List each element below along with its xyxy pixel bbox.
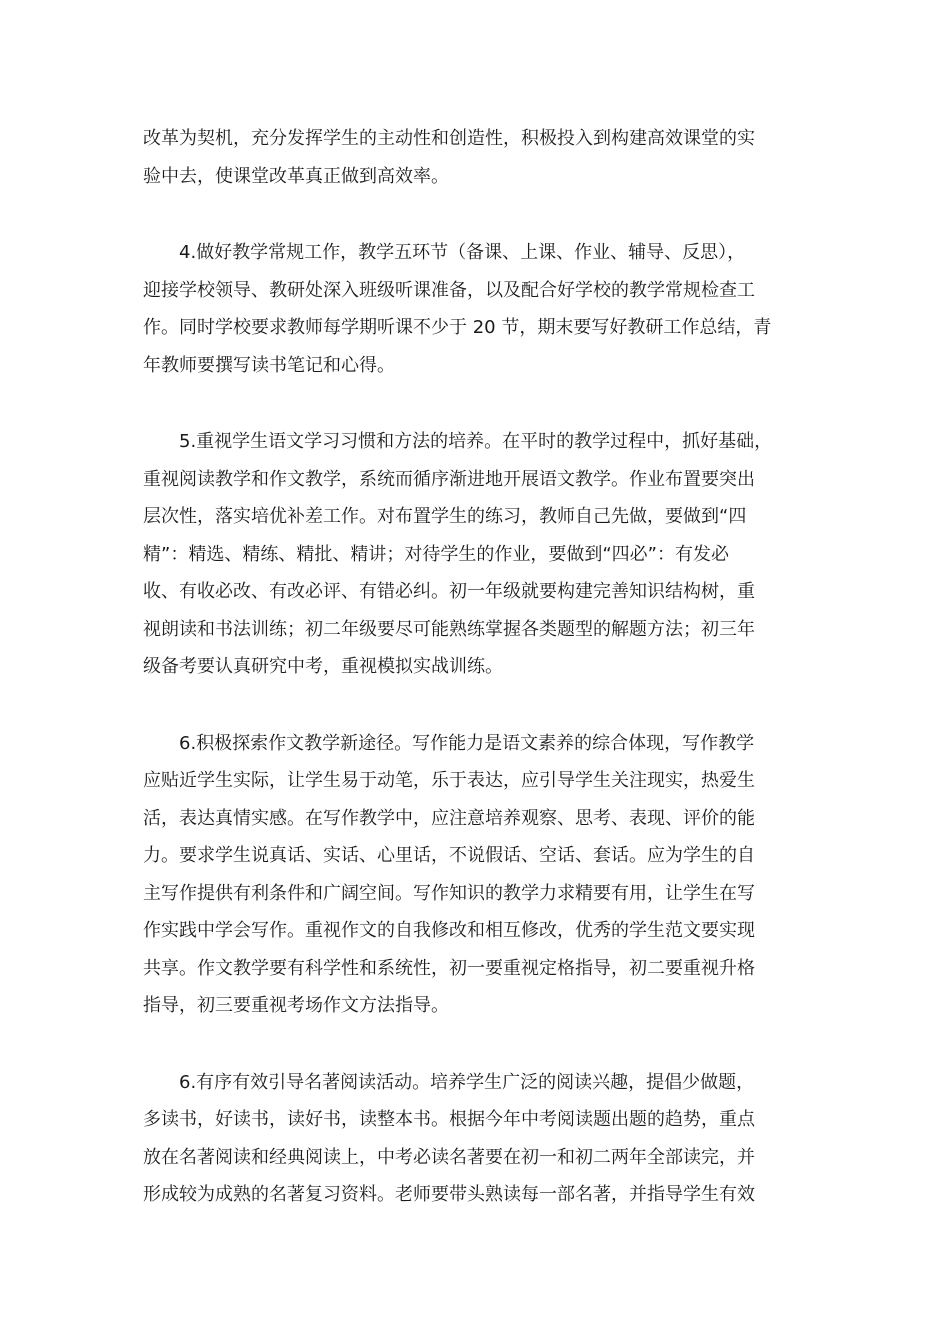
- text-line: 应贴近学生实际，让学生易于动笔，乐于表达，应引导学生关注现实，热爱生: [143, 770, 755, 791]
- text-line: 作。同时学校要求教师每学期听课不少于 20 节，期末要写好教研工作总结，青: [143, 317, 772, 338]
- text-line: 作实践中学会写作。重视作文的自我修改和相互修改，优秀的学生范文要实现: [143, 920, 755, 941]
- text-line: 6.有序有效引导名著阅读活动。培养学生广泛的阅读兴趣，提倡少做题，: [179, 1071, 755, 1093]
- text-line: 年教师要撰写读书笔记和心得。: [143, 354, 395, 376]
- text-line: 放在名著阅读和经典阅读上，中考必读名著要在初一和初二两年全部读完，并: [143, 1146, 755, 1168]
- paragraph-item-6-reading: [143, 1064, 809, 1214]
- text-line: 6.积极探索作文教学新途径。写作能力是语文素养的综合体现，写作教学: [179, 732, 755, 754]
- text-line: 5.重视学生语文学习习惯和方法的培养。在平时的教学过程中，抓好基础，: [179, 431, 773, 452]
- text-line: 重视阅读教学和作文教学，系统而循序渐进地开展语文教学。作业布置要突出: [143, 468, 755, 490]
- text-line: 主写作提供有利条件和广阔空间。写作知识的教学力求精要有用，让学生在写: [143, 882, 755, 904]
- text-line: 形成较为成熟的名著复习资料。老师要带头熟读每一部名著，并指导学生有效: [143, 1184, 755, 1205]
- text-line: 层次性，落实培优补差工作。对布置学生的练习，教师自己先做，要做到“四: [143, 506, 747, 527]
- text-line: 共享。作文教学要有科学性和系统性，初一要重视定格指导，初二要重视升格: [143, 957, 755, 979]
- text-line: 验中去，使课堂改革真正做到高效率。: [143, 165, 449, 187]
- text-line: 改革为契机，充分发挥学生的主动性和创造性，积极投入到构建高效课堂的实: [143, 128, 755, 149]
- text-line: 指导，初三要重视考场作文方法指导。: [143, 995, 449, 1016]
- text-line: 迎接学校领导、教研处深入班级听课准备，以及配合好学校的教学常规检查工: [143, 279, 755, 301]
- text-line: 4.做好教学常规工作，教学五环节（备课、上课、作业、辅导、反思），: [179, 242, 746, 263]
- text-line: 视朗读和书法训练；初二年级要尽可能熟练掌握各类题型的解题方法；初三年: [143, 618, 755, 640]
- paragraph-item-5: [143, 423, 809, 686]
- text-line: 收、有收必改、有改必评、有错必纠。初一年级就要构建完善知识结构树，重: [143, 581, 755, 602]
- paragraph-item-6-writing: [143, 725, 809, 1025]
- text-line: 精”：精选、精练、精批、精讲；对待学生的作业，要做到“四必”：有发必: [143, 543, 729, 565]
- paragraph-item-4: [143, 234, 809, 384]
- text-line: 多读书，好读书，读好书，读整本书。根据今年中考阅读题出题的趋势，重点: [143, 1109, 755, 1130]
- text-line: 力。要求学生说真话、实话、心里话，不说假话、空话、套话。应为学生的自: [143, 845, 755, 866]
- document-body: [143, 120, 809, 1253]
- paragraph-continuation: [143, 120, 809, 195]
- text-line: 级备考要认真研究中考，重视模拟实战训练。: [143, 656, 503, 677]
- text-line: 活，表达真情实感。在写作教学中，应注意培养观察、思考、表现、评价的能: [143, 807, 755, 829]
